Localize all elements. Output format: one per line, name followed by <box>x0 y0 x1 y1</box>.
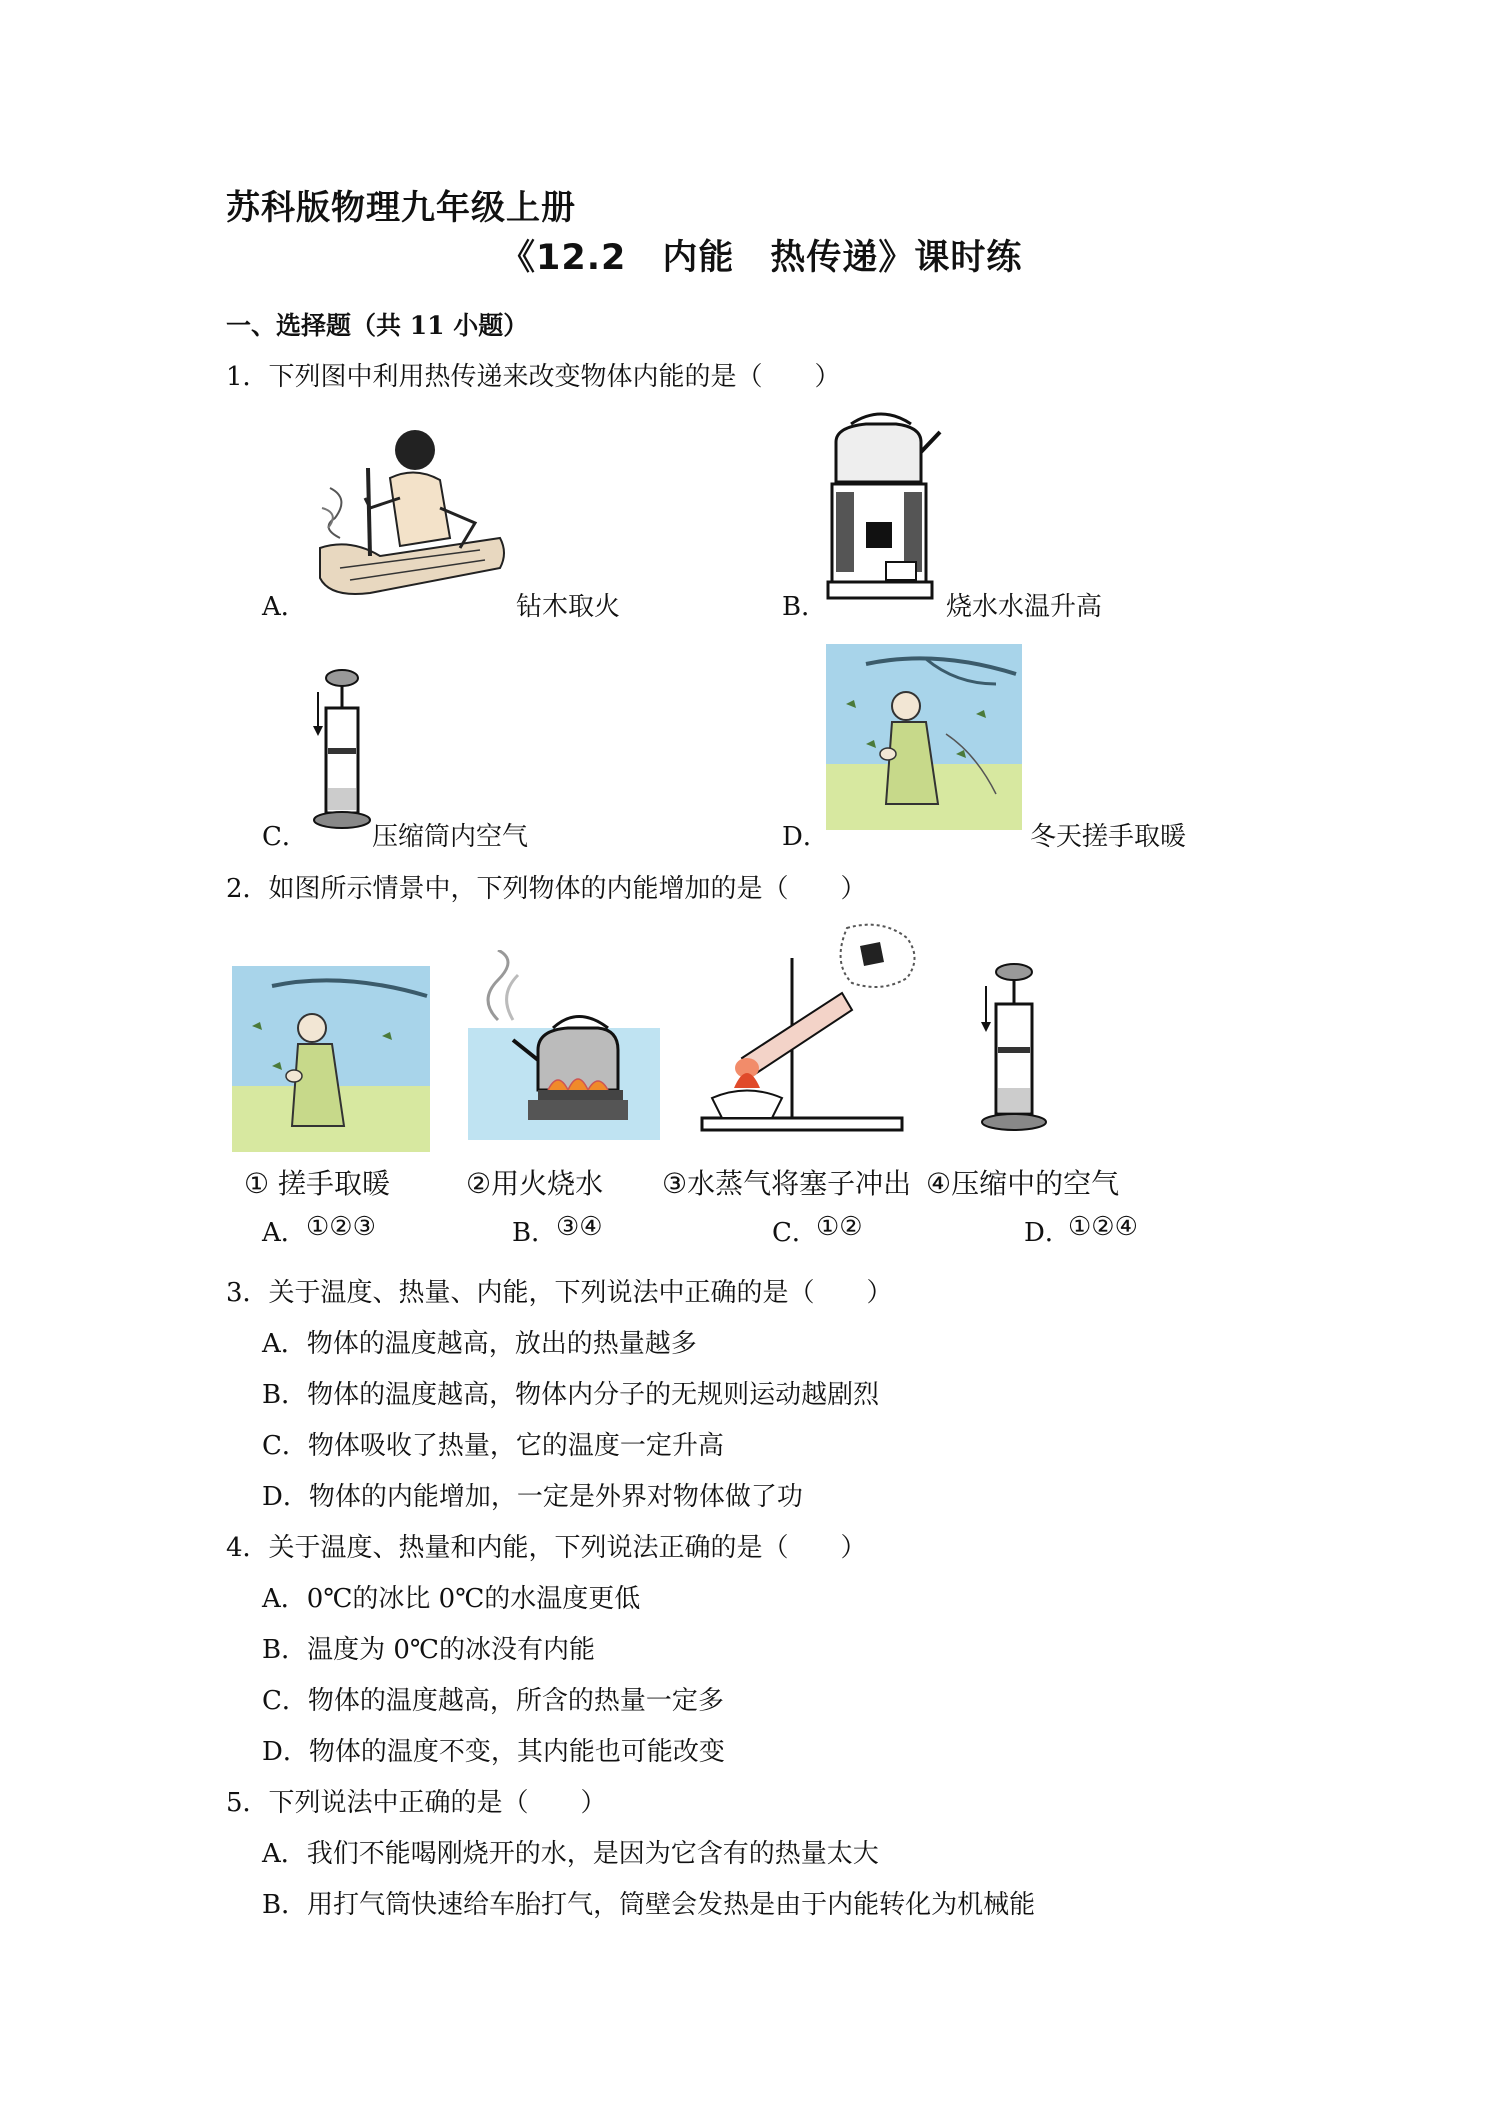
q1-option-b-letter[interactable]: B． <box>782 592 828 622</box>
question-2-stem: 2．如图所示情景中，下列物体的内能增加的是（ ） <box>226 874 867 904</box>
q2-caption-2: ②用火烧水 <box>466 1167 604 1200</box>
q3-option-b[interactable]: B．物体的温度越高，物体内分子的无规则运动越剧烈 <box>262 1380 880 1410</box>
q2-option-b-text: ③④ <box>556 1212 603 1242</box>
q2-steam-stopper-illustration <box>682 918 922 1136</box>
q3-option-d[interactable]: D．物体的内能增加，一定是外界对物体做了功 <box>262 1482 803 1512</box>
q3-option-c[interactable]: C．物体吸收了热量，它的温度一定升高 <box>262 1431 724 1461</box>
q2-option-d-text: ①②④ <box>1068 1212 1138 1242</box>
q1-option-c-letter[interactable]: C． <box>262 822 308 852</box>
q3-option-a[interactable]: A．物体的温度越高，放出的热量越多 <box>262 1329 697 1359</box>
q1-option-a-letter[interactable]: A． <box>262 592 307 622</box>
q2-rubbing-hands-illustration <box>232 966 430 1152</box>
q1-option-b-text: 烧水水温升高 <box>946 592 1103 622</box>
section-heading: 一、选择题（共 11 小题） <box>226 311 529 340</box>
q2-option-d-letter[interactable]: D． <box>1024 1218 1071 1248</box>
q1-option-d-letter[interactable]: D． <box>782 822 829 852</box>
q2-compression-tube-illustration <box>976 962 1050 1132</box>
q2-kettle-fire-illustration <box>468 950 660 1140</box>
q4-option-a[interactable]: A．0℃的冰比 0℃的水温度更低 <box>262 1584 641 1614</box>
q1-option-d-text: 冬天搓手取暖 <box>1030 822 1187 852</box>
kettle-stove-illustration <box>826 412 944 602</box>
q4-option-b[interactable]: B．温度为 0℃的冰没有内能 <box>262 1635 595 1665</box>
q2-caption-3: ③水蒸气将塞子冲出 <box>662 1167 912 1200</box>
q4-option-c[interactable]: C．物体的温度越高，所含的热量一定多 <box>262 1686 724 1716</box>
question-5-stem: 5．下列说法中正确的是（ ） <box>226 1788 607 1818</box>
q1-option-a-text: 钻木取火 <box>516 592 621 622</box>
q2-caption-4: ④压缩中的空气 <box>926 1167 1120 1200</box>
q2-option-c-text: ①② <box>816 1212 863 1242</box>
q2-option-a-letter[interactable]: A． <box>262 1218 307 1248</box>
q1-option-c-text: 压缩筒内空气 <box>372 822 529 852</box>
question-1-stem: 1．下列图中利用热传递来改变物体内能的是（ ） <box>226 362 841 392</box>
compression-tube-illustration <box>310 668 372 830</box>
q2-option-b-letter[interactable]: B． <box>512 1218 558 1248</box>
page-subtitle: 《12.2 内能 热传递》课时练 <box>500 238 1023 278</box>
question-4-stem: 4．关于温度、热量和内能，下列说法正确的是（ ） <box>226 1533 867 1563</box>
page-title: 苏科版物理九年级上册 <box>226 188 576 228</box>
q2-option-c-letter[interactable]: C． <box>772 1218 818 1248</box>
drill-wood-fire-illustration <box>310 428 510 600</box>
q5-option-a[interactable]: A．我们不能喝刚烧开的水，是因为它含有的热量太大 <box>262 1839 879 1869</box>
q4-option-d[interactable]: D．物体的温度不变，其内能也可能改变 <box>262 1737 725 1767</box>
rubbing-hands-illustration <box>826 644 1022 830</box>
q2-caption-1: ① 搓手取暖 <box>244 1167 391 1200</box>
q2-option-a-text: ①②③ <box>306 1212 376 1242</box>
question-3-stem: 3．关于温度、热量、内能，下列说法中正确的是（ ） <box>226 1278 893 1308</box>
q5-option-b[interactable]: B．用打气筒快速给车胎打气，筒壁会发热是由于内能转化为机械能 <box>262 1890 1036 1920</box>
